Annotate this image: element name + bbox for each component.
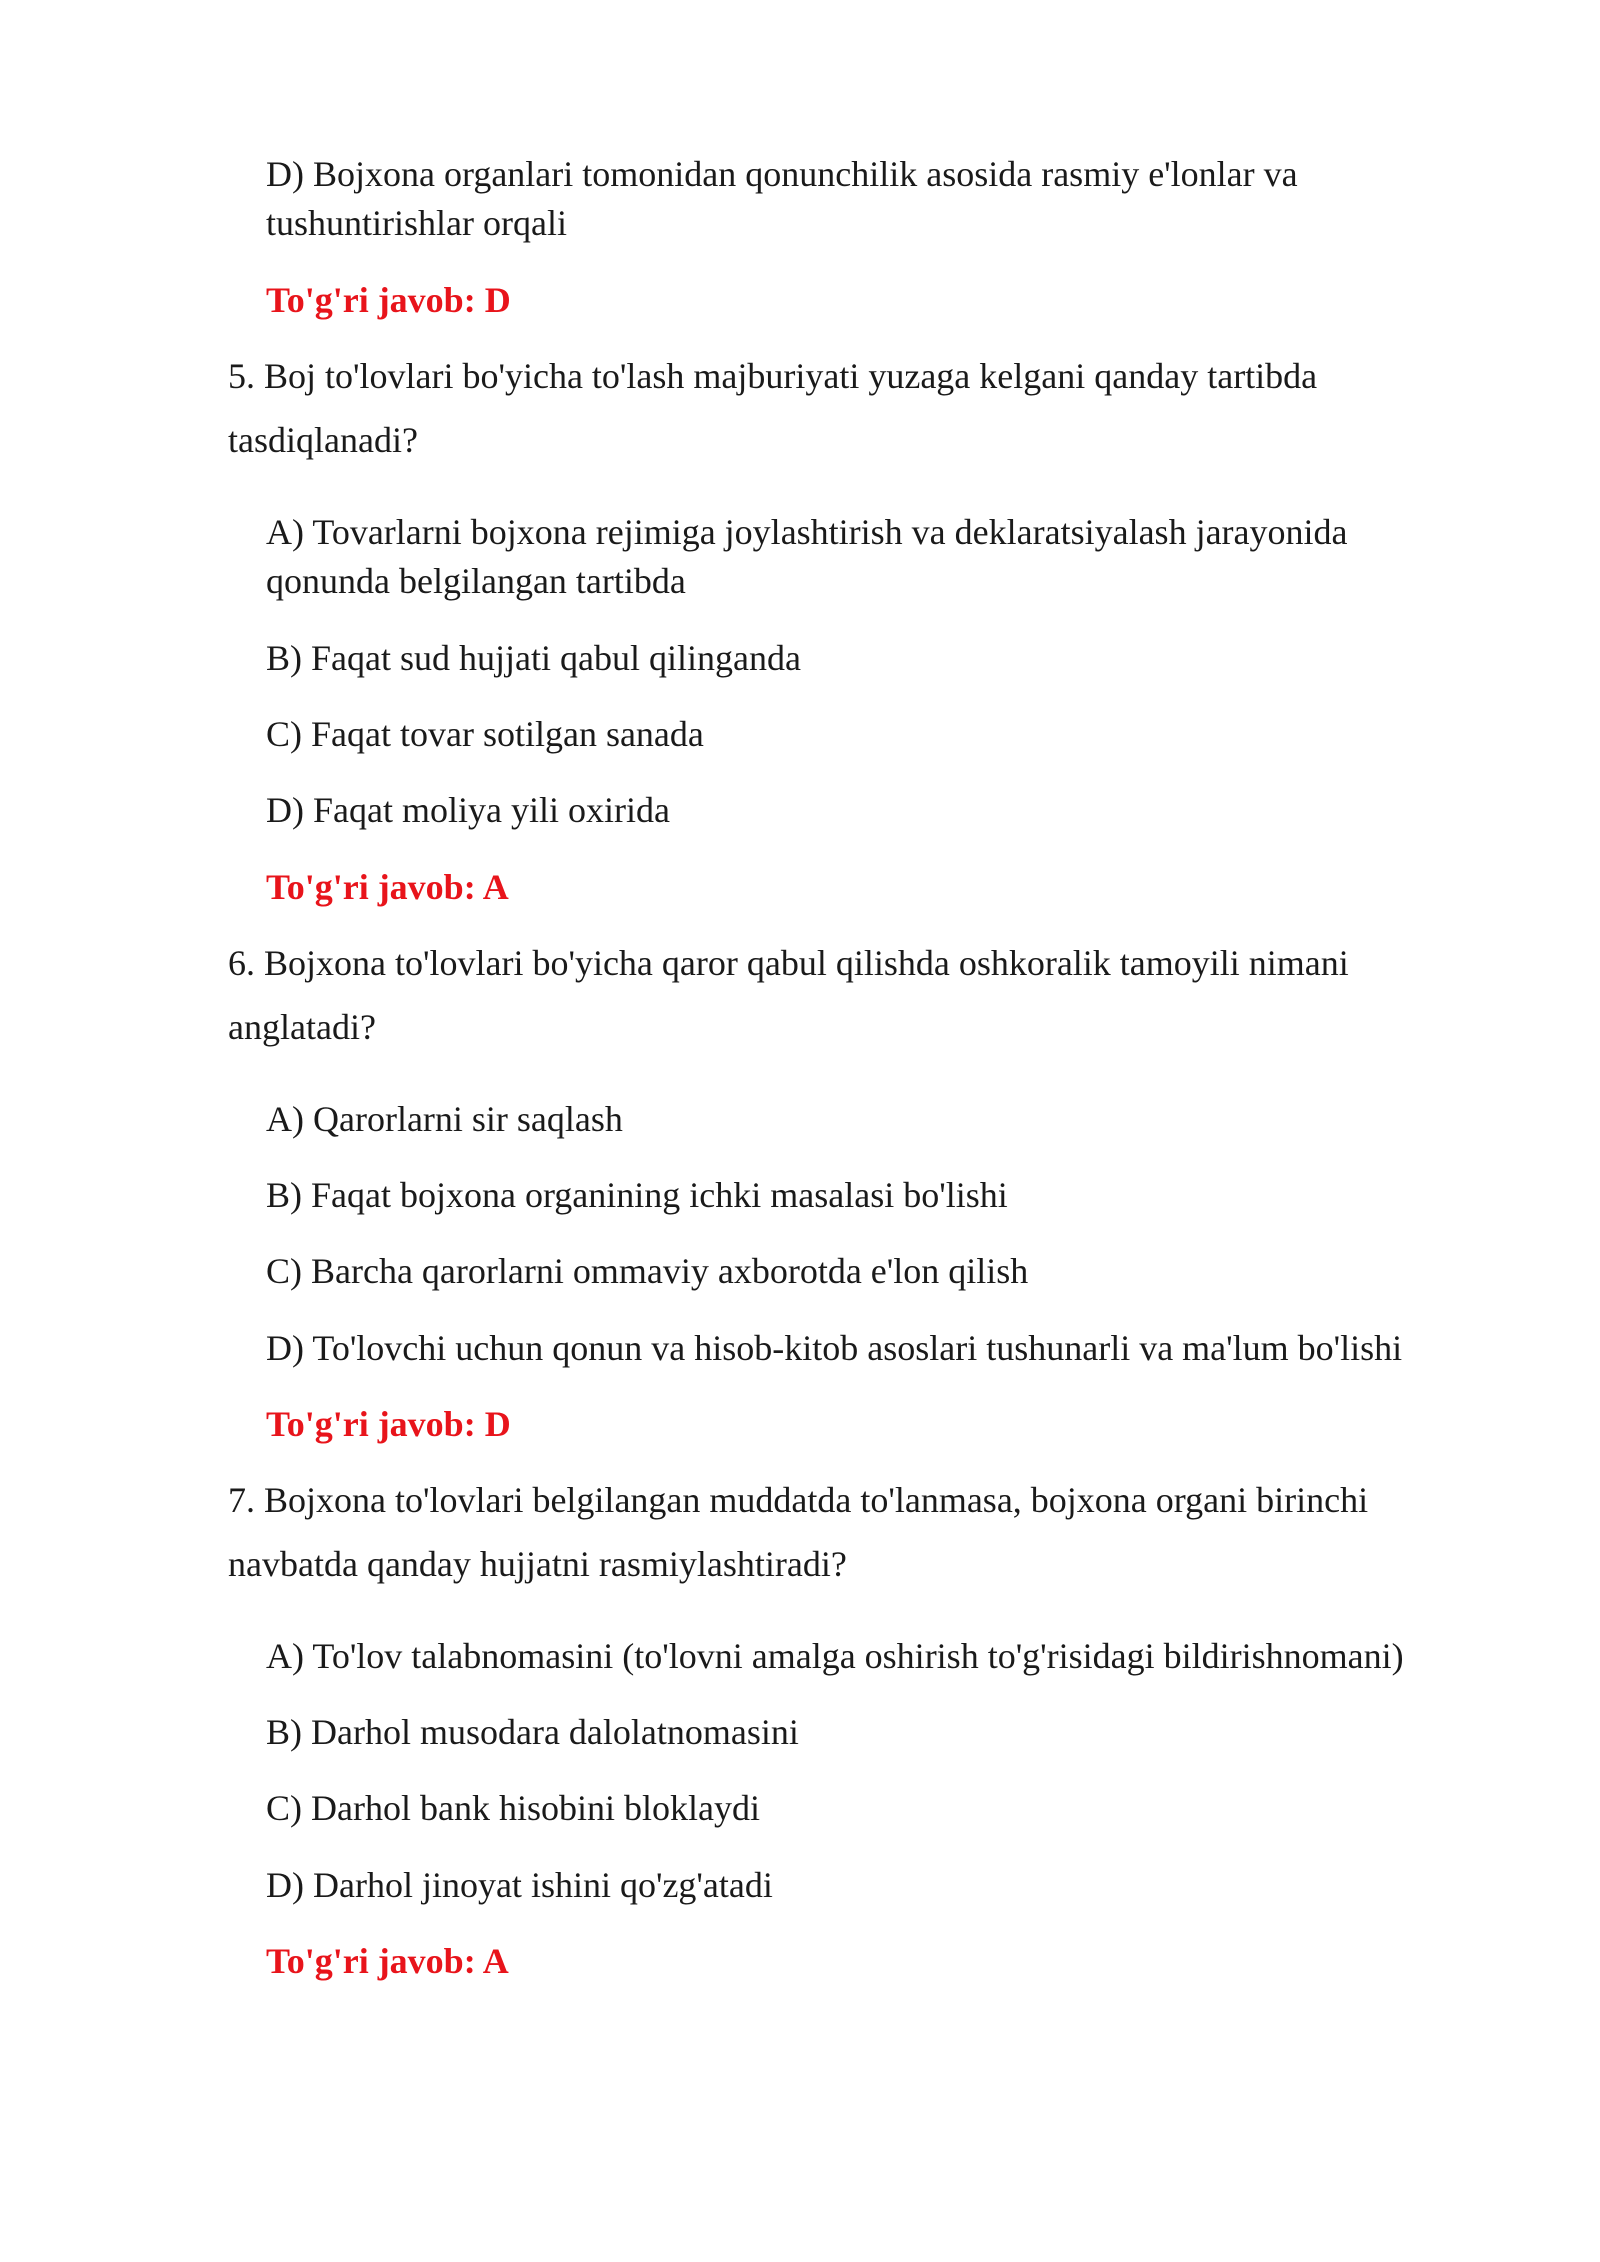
q6-question-line1: 6. Bojxona to'lovlari bo'yicha qaror qabul qilishda oshkoralik tamoyili nimani	[228, 943, 1349, 983]
q7-option-a: A) To'lov talabnomasini (to'lovni amalga oshirish to'g'risidagi bildirishnomani)	[266, 1636, 1404, 1676]
q5-question-line1: 5. Boj to'lovlari bo'yicha to'lash majburiyati yuzaga kelgani qanday tartibda	[228, 356, 1318, 396]
q5-correct-answer: To'g'ri javob: A	[266, 867, 509, 907]
q5-option-a	[266, 508, 1348, 606]
q4-option-d-line1: D) Bojxona organlari tomonidan qonunchilik asosida rasmiy e'lonlar va	[266, 154, 1298, 194]
q6-option-a: A) Qarorlarni sir saqlash	[266, 1099, 623, 1139]
q5-question	[228, 344, 1317, 472]
q5-option-c: C) Faqat tovar sotilgan sanada	[266, 714, 704, 754]
q5-option-a-line2: qonunda belgilangan tartibda	[266, 561, 686, 601]
q5-option-d: D) Faqat moliya yili oxirida	[266, 790, 670, 830]
q5-option-a-line1: A) Tovarlarni bojxona rejimiga joylashtirish va deklaratsiyalash jarayonida	[266, 512, 1348, 552]
q6-question	[228, 931, 1349, 1059]
q5-question-line2: tasdiqlanadi?	[228, 420, 418, 460]
q4-correct-answer: To'g'ri javob: D	[266, 280, 511, 320]
q4-option-d	[266, 150, 1298, 248]
q7-question-line2: navbatda qanday hujjatni rasmiylashtiradi?	[228, 1544, 847, 1584]
q7-question	[228, 1468, 1368, 1596]
q7-option-d: D) Darhol jinoyat ishini qo'zg'atadi	[266, 1865, 773, 1905]
q6-correct-answer: To'g'ri javob: D	[266, 1404, 511, 1444]
q6-question-line2: anglatadi?	[228, 1007, 376, 1047]
q6-option-d: D) To'lovchi uchun qonun va hisob-kitob asoslari tushunarli va ma'lum bo'lishi	[266, 1328, 1403, 1368]
q7-option-c: C) Darhol bank hisobini bloklaydi	[266, 1788, 760, 1828]
q4-option-d-line2: tushuntirishlar orqali	[266, 203, 567, 243]
q7-question-line1: 7. Bojxona to'lovlari belgilangan muddatda to'lanmasa, bojxona organi birinchi	[228, 1480, 1369, 1520]
q5-option-b: B) Faqat sud hujjati qabul qilinganda	[266, 638, 801, 678]
q7-option-b: B) Darhol musodara dalolatnomasini	[266, 1712, 799, 1752]
q7-correct-answer: To'g'ri javob: A	[266, 1941, 509, 1981]
q6-option-c: C) Barcha qarorlarni ommaviy axborotda e'lon qilish	[266, 1251, 1029, 1291]
q6-option-b: B) Faqat bojxona organining ichki masalasi bo'lishi	[266, 1175, 1008, 1215]
